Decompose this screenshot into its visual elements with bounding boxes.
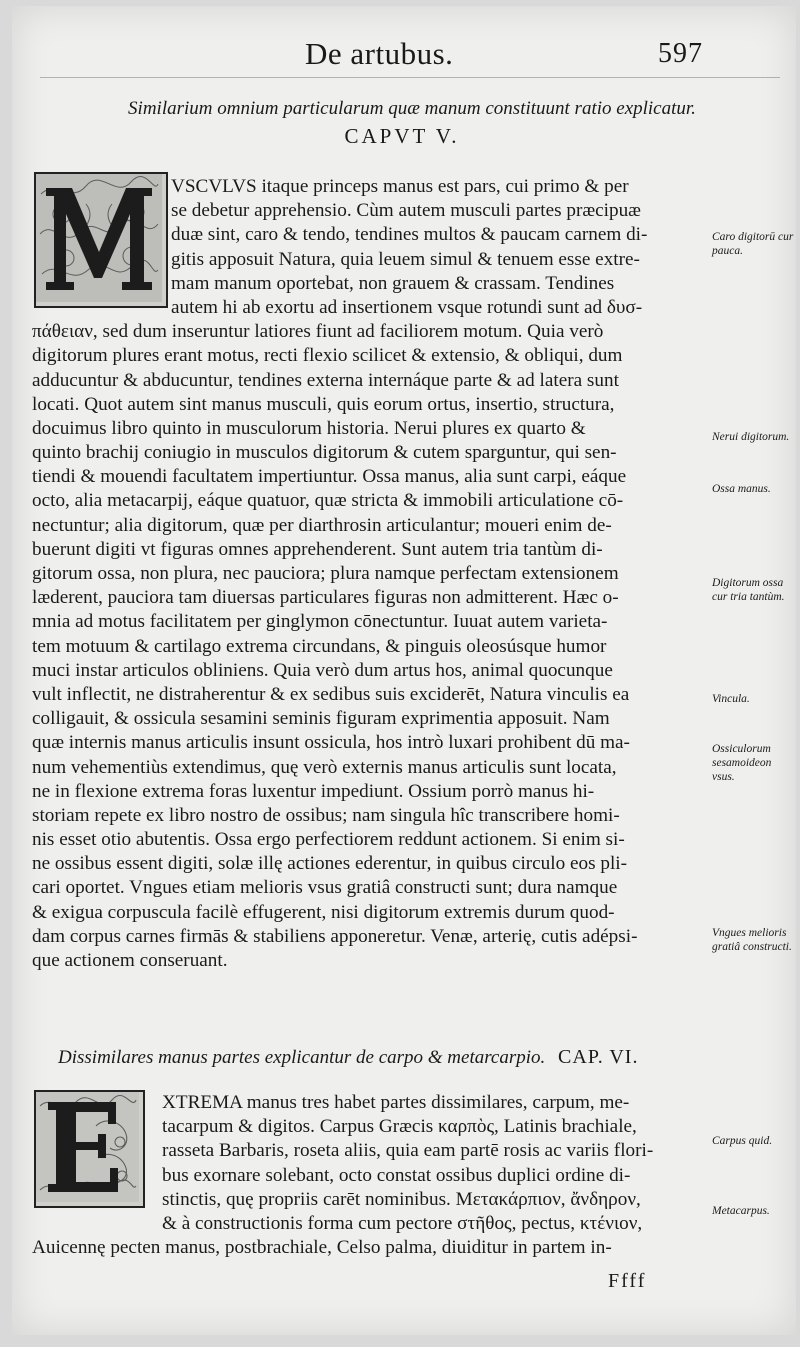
margin-note: Metacarpus.	[712, 1205, 770, 1217]
chapter-6-title: Dissimilares manus partes explicantur de carpo & metarcarpio.	[58, 1047, 546, 1068]
text-line: nis esset otio abutentis. Ossa ergo perfectiorem reddunt actionem. Si enim si-	[32, 829, 625, 851]
page-number: 597	[658, 38, 703, 69]
running-title: De artubus.	[305, 36, 454, 71]
margin-note: Vincula.	[712, 693, 750, 705]
margin-note: Nerui digitorum.	[712, 431, 790, 443]
text-line: mam manum oportebat, non grauem & crassam. Tendines	[171, 272, 615, 294]
chapter-6-heading	[58, 1046, 638, 1069]
text-line: VSCVLVS itaque princeps manus est pars, cui primo & per	[171, 176, 629, 197]
signature-mark: Ffff	[608, 1270, 647, 1292]
text-line: locati. Quot autem sint manus musculi, quis eorum ortus, insertio, structura,	[32, 393, 615, 415]
text-line: tacarpum & digitos. Carpus Græcis καρπὸς, Latinis brachiale,	[162, 1116, 637, 1138]
text-line: ne ossibus essent digiti, solæ illę actiones ederentur, in quibus circulo eos pli-	[32, 853, 628, 875]
text-line: se debetur apprehensio. Cùm autem musculi partes præcipuæ	[171, 200, 641, 222]
text-line: quinto brachij coniugio in musculos digitorum & cutem sparguntur, qui sen-	[32, 442, 617, 464]
text-line: adducuntur & abducuntur, tendines externa internáque parte & ad latera sunt	[32, 369, 619, 391]
text-line: πάθειαν, sed dum inseruntur latiores fiunt ad faciliorem motum. Quia verò	[32, 321, 604, 343]
text-line: nectuntur; alia digitorum, quæ per diarthrosin articulantur; moueri enim de-	[32, 514, 612, 536]
margin-note: Digitorum ossa cur tria tantùm.	[712, 577, 785, 603]
text-line: octo, alia metacarpij, eáque quatuor, quæ stricta & immobili articulatione cō-	[32, 490, 624, 512]
text-line: bus exornare solebant, octo constat ossibus duplici ordine di-	[162, 1164, 631, 1186]
text-line: tem motuum & cartilago extrema circundans, & pinguis oleosúsque humor	[32, 635, 607, 657]
margin-note: Vngues melioris gratiâ constructi.	[712, 927, 792, 953]
margin-note: Ossiculorum sesamoideon vsus.	[712, 743, 772, 783]
text-line: storiam repete ex libro nostro de ossibus; nam singula hîc transcribere homi-	[32, 804, 620, 826]
chapter-5-number: CAPVT V.	[344, 124, 460, 148]
chapter-6-text	[32, 1091, 720, 1260]
text-line: tiendi & mouendi facultatem impertiuntur. Ossa manus, alia sunt carpi, eáque	[32, 466, 627, 488]
text-line: quæ internis manus articulis insunt ossicula, hos intrò luxari prohibent dū ma-	[32, 732, 630, 754]
text-line: gitorum ossa, non plura, nec pauciora; plura namque perfectam extensionem	[32, 563, 619, 584]
text-line: XTREMA manus tres habet partes dissimilares, carpum, me-	[162, 1092, 630, 1113]
margin-note: Caro digitorū cur pauca.	[712, 231, 794, 257]
text-line: ne in flexione extrema foras luxentur impediunt. Ossium porrò manus hi-	[32, 780, 595, 802]
text-line: stinctis, quę propriis carēt nominibus. Μετακάρπιον, ἄνδηρον,	[162, 1188, 641, 1210]
text-line: cari oportet. Vngues etiam melioris vsus gratiâ constructi sunt; dura namque	[32, 877, 618, 899]
running-head	[12, 36, 796, 76]
text-line: buerunt digiti vt figuras omnes apprehenderent. Sunt autem tria tantùm di-	[32, 538, 603, 560]
text-line: duæ sint, caro & tendo, tendines multos & paucam carnem di-	[171, 224, 648, 246]
text-line: digitorum plures erant motus, recti flexio scilicet & extensio, & obliqui, dum	[32, 345, 623, 367]
margin-note: Ossa manus.	[712, 483, 771, 495]
book-page	[12, 6, 796, 1335]
text-line: & à constructionis forma cum pectore στῆθος, pectus, κτένιον,	[162, 1212, 643, 1234]
text-line: rasseta Barbaris, roseta aliis, quia eam partē rosis ac variis flori-	[162, 1140, 654, 1162]
text-line: colligauit, & ossicula sesamini seminis figuram exprimentia apposuit. Nam	[32, 708, 610, 730]
text-line: mnia ad motus facilitatem per ginglymon cōnectuntur. Iuuat autem varieta-	[32, 611, 608, 633]
text-line: læderent, pauciora tam diuersas particulares figuras non admitterent. Hæc o-	[32, 587, 619, 609]
text-line: num vehementiùs extendimus, quę verò externis manus articulis sunt locata,	[32, 756, 617, 778]
text-line: & exigua corpuscula facilè effugerent, nisi digitorum extremis durum quod-	[32, 901, 615, 923]
chapter-5-title: Similarium omnium particularum quæ manum constituunt ratio explicatur.	[128, 98, 696, 119]
chapter-5-text	[32, 175, 720, 973]
text-line: vult inflectit, ne distraherentur & ex sedibus suis exciderēt, Natura vinculis ea	[32, 683, 630, 705]
text-line: gitis apposuit Natura, quia leuem simul & tenuem esse extre-	[171, 248, 640, 270]
text-line: autem hi ab exortu ad insertionem vsque rotundi sunt ad δυσ-	[171, 296, 643, 318]
text-line: Auicennę pecten manus, postbrachiale, Celso palma, diuiditur in partem in-	[32, 1237, 612, 1259]
margin-note: Carpus quid.	[712, 1135, 773, 1147]
header-rule	[40, 77, 780, 78]
text-line: que actionem conseruant.	[32, 950, 228, 971]
text-line: docuimus libro quinto in musculorum historia. Nerui plures ex quarto &	[32, 417, 586, 439]
text-line: dam corpus carnes firmās & stabiliens apponeretur. Venæ, arterię, cutis adépsi-	[32, 925, 638, 947]
text-line: muci instar articulos obliniens. Quia verò dum artus hos, animal quocunque	[32, 659, 613, 681]
chapter-6-number: CAP. VI.	[558, 1046, 639, 1068]
